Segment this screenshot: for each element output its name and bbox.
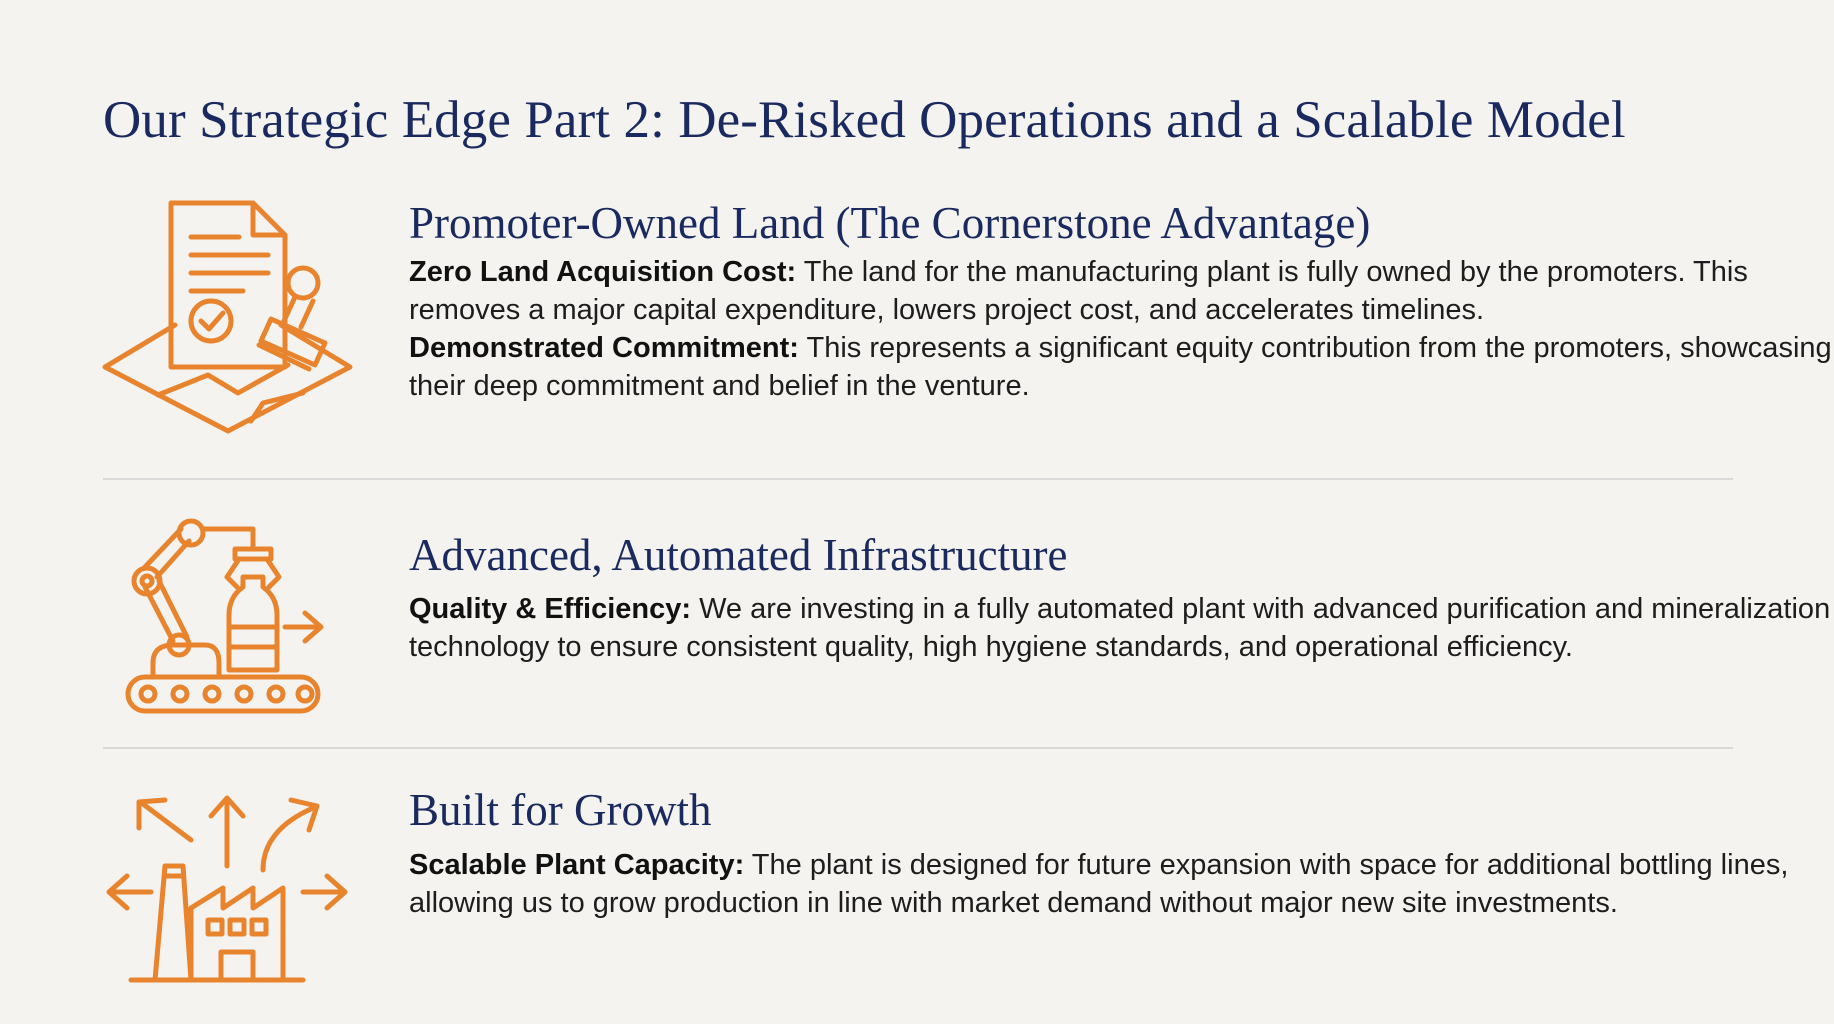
page-title: Our Strategic Edge Part 2: De-Risked Operations and a Scalable Model: [103, 91, 1626, 149]
section-heading: Built for Growth: [409, 785, 712, 835]
point-label: Scalable Plant Capacity:: [409, 849, 745, 881]
section-body: [409, 590, 1834, 666]
section-body: [409, 846, 1834, 922]
point-text: The land for the manufacturing plant is fully owned by the promoters. This removes a major capital expenditure, lowers project cost, and accelerates timelines.: [409, 256, 1748, 326]
robotic-arm-conveyor-icon: [123, 515, 333, 715]
bullet-point: [409, 846, 1834, 922]
section-built-for-growth: [103, 780, 1789, 990]
point-text: We are investing in a fully automated plant with advanced purification and mineralization technology to ensure consistent quality, high hygiene standards, and operational efficiency.: [409, 593, 1831, 663]
section-heading: Promoter-Owned Land (The Cornerstone Advantage): [409, 198, 1371, 248]
section-automated-infrastructure: [103, 515, 1831, 715]
section-divider: [103, 747, 1733, 749]
point-label: Demonstrated Commitment:: [409, 332, 799, 364]
point-text: This represents a significant equity contribution from the promoters, showcasing their deep commitment and belief in the venture.: [409, 332, 1832, 402]
factory-growth-arrows-icon: [103, 780, 353, 985]
point-label: Zero Land Acquisition Cost:: [409, 256, 797, 288]
point-text: The plant is designed for future expansion with space for additional bottling lines, allowing us to grow production in line with market demand without major new site investments.: [409, 849, 1789, 919]
bullet-point: [409, 329, 1834, 405]
land-document-stamp-icon: [103, 195, 353, 435]
section-promoter-owned-land: [103, 195, 1832, 450]
bullet-point: [409, 590, 1834, 666]
section-body: [409, 253, 1834, 405]
bullet-point: [409, 253, 1834, 329]
point-label: Quality & Efficiency:: [409, 593, 692, 625]
section-divider: [103, 478, 1733, 480]
section-heading: Advanced, Automated Infrastructure: [409, 530, 1068, 580]
